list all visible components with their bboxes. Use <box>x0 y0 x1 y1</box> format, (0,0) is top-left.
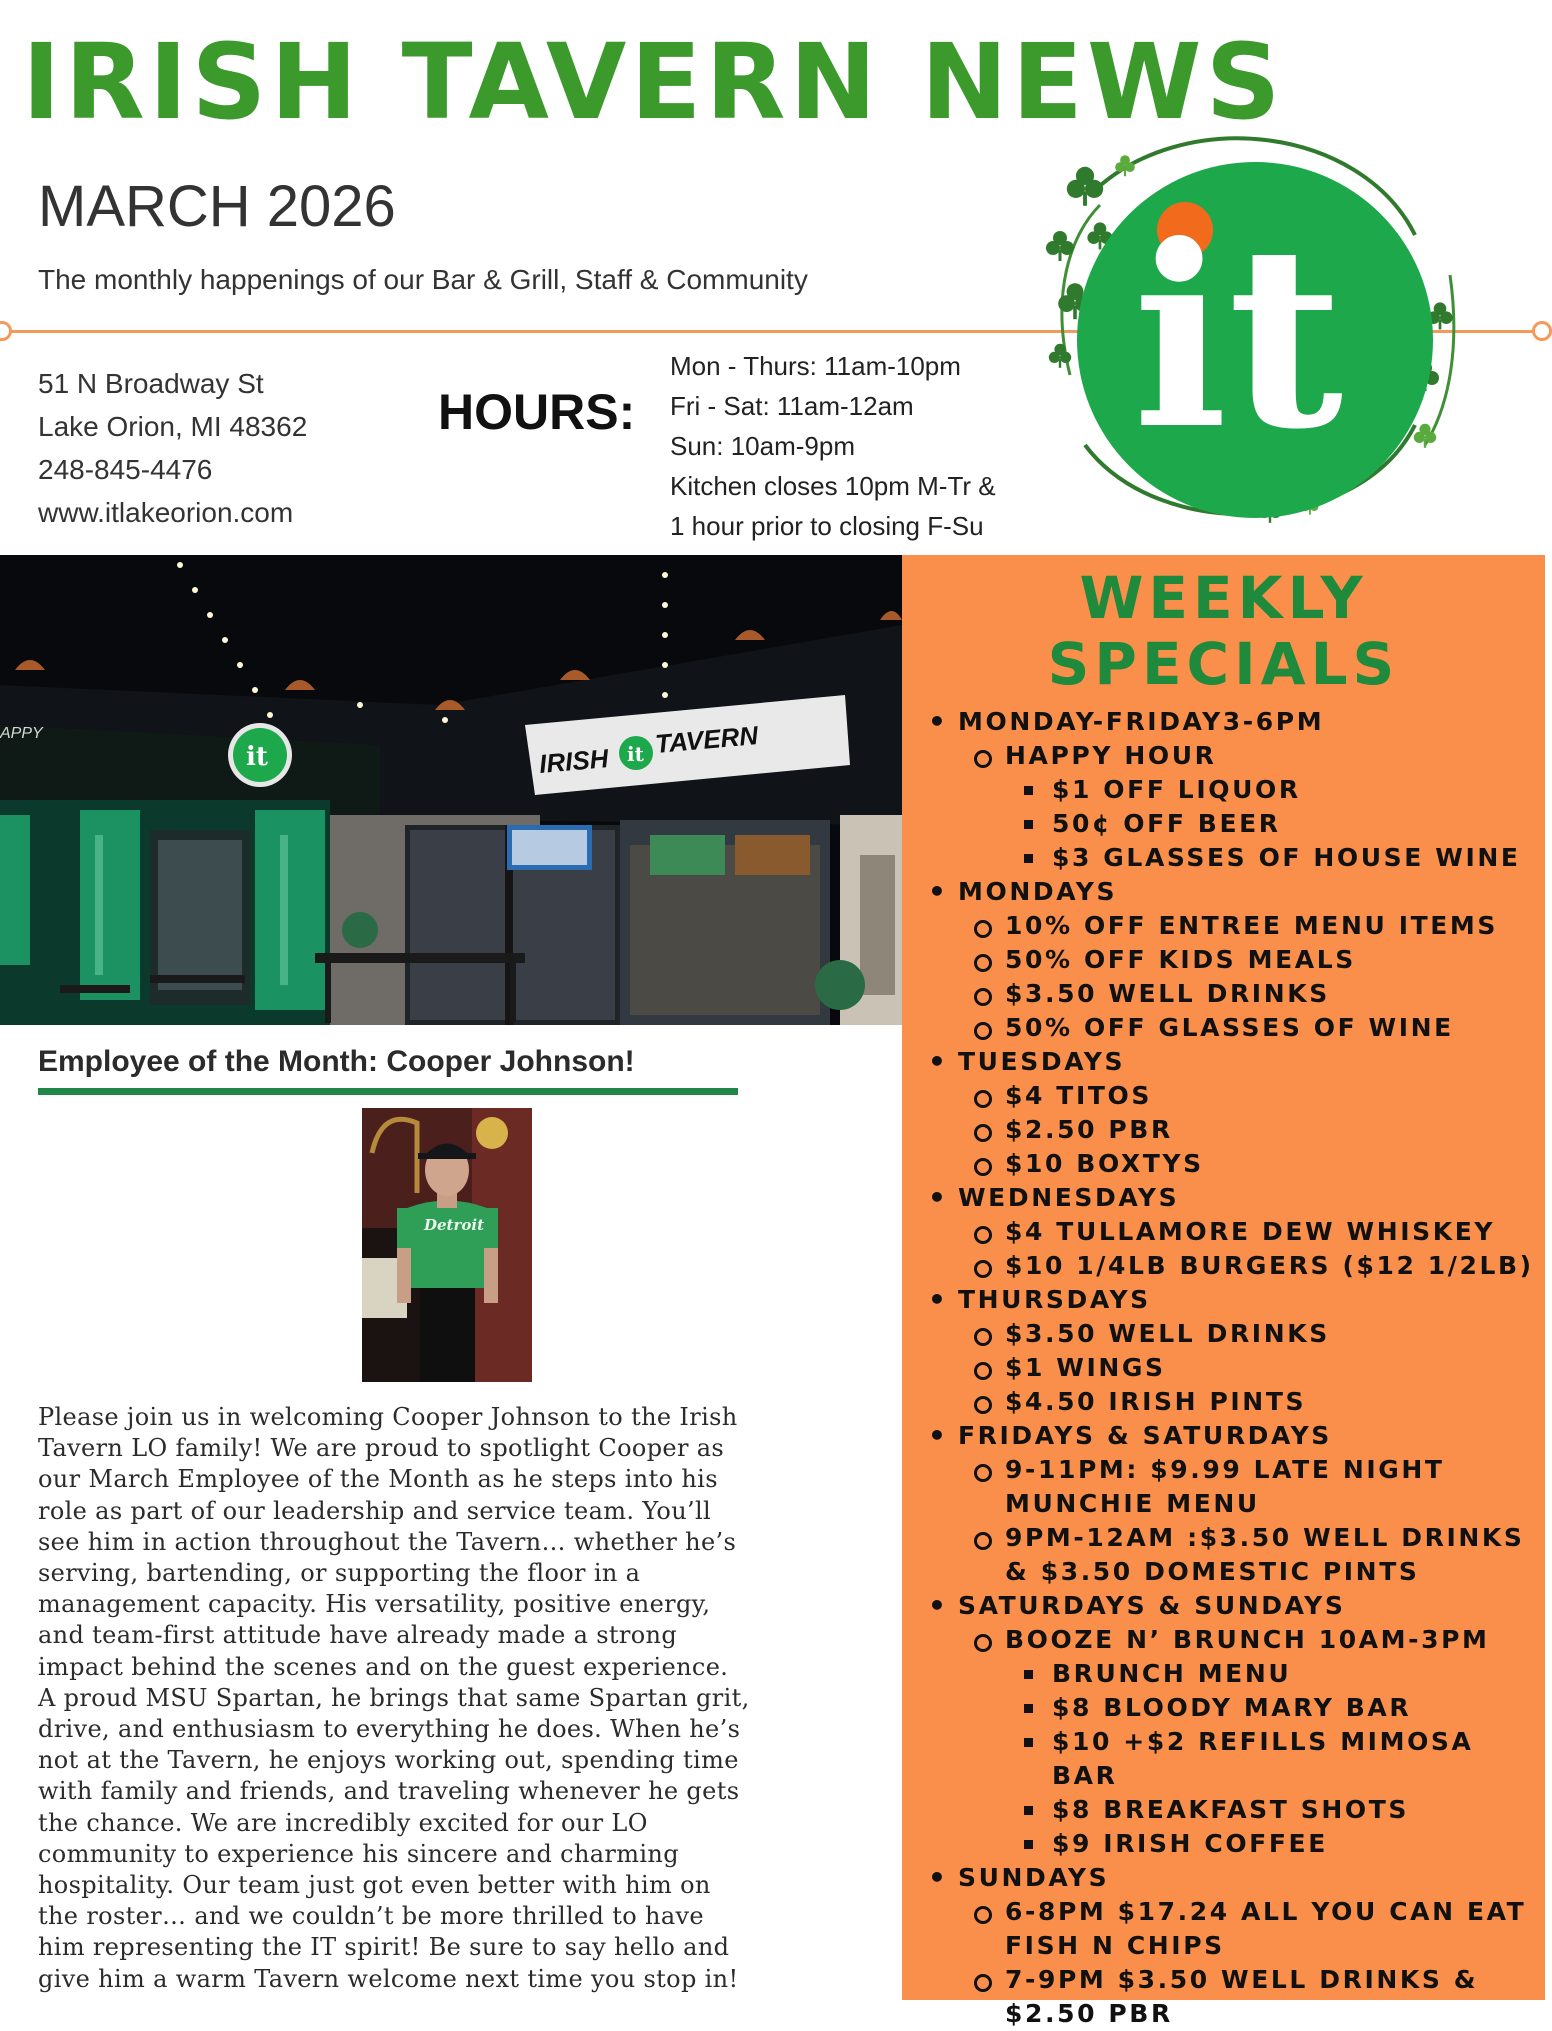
special-item: 50¢ OFF BEER <box>922 807 1542 841</box>
employee-story: Please join us in welcoming Cooper Johnson to the Irish Tavern LO family! We are proud to spotlight Cooper as our March Employee of the Month as he steps into his role as part of our leadership and service team. You’ll see him in action throughout the Tavern… whether he’s serving, bartending, or supporting the floor in a management capacity. His versatility, positive energy, and team-first attitude have already made a strong impact behind the scenes and on the guest experience. A proud MSU Spartan, he brings that same Spartan grit, drive, and enthusiasm to everything he does. When he’s not at the Tavern, he enjoys working out, spending time with family and friends, and traveling whenever he gets the chance. We are incredibly excited for our LO community to experience his sincere and charming hospitality. Our team just got even better with him on the roster… and we couldn’t be more thrilled to have him representing the IT spirit! Be sure to say hello and give him a warm Tavern welcome next time you stop in! <box>38 1403 750 1993</box>
special-item: $1 OFF LIQUOR <box>922 773 1542 807</box>
special-day-heading: • THURSDAYS <box>922 1283 1542 1317</box>
divider-end-circle <box>1532 321 1552 341</box>
special-item: $3 GLASSES OF HOUSE WINE <box>922 841 1542 875</box>
special-item: 7-9PM $3.50 WELL DRINKS & $2.50 PBR <box>922 1963 1542 2031</box>
special-item: $10 BOXTYS <box>922 1147 1542 1181</box>
window-text: APPY <box>0 725 43 742</box>
special-item: $9 IRISH COFFEE <box>922 1827 1542 1861</box>
special-item: 9-11PM: $9.99 LATE NIGHT MUNCHIE MENU <box>922 1453 1542 1521</box>
tavern-exterior-photo <box>0 555 902 1025</box>
special-day-heading: • TUESDAYS <box>922 1045 1542 1079</box>
issue-date: MARCH 2026 <box>38 174 396 239</box>
special-item: BRUNCH MENU <box>922 1657 1542 1691</box>
special-day-heading: • MONDAYS <box>922 875 1542 909</box>
contact-block <box>38 362 307 534</box>
special-item: 6-8PM $17.24 ALL YOU CAN EAT FISH N CHIPS <box>922 1895 1542 1963</box>
specials-title-line: SPECIALS <box>1047 630 1400 698</box>
website-link[interactable]: www.itlakeorion.com <box>38 497 294 528</box>
special-item: BOOZE N’ BRUNCH 10AM-3PM <box>922 1623 1542 1657</box>
specials-title-line: WEEKLY <box>1079 564 1368 632</box>
special-item: $4 TITOS <box>922 1079 1542 1113</box>
logo-text: it <box>1132 190 1344 484</box>
special-day-heading: • WEDNESDAYS <box>922 1181 1542 1215</box>
weekly-specials-panel <box>902 555 1545 2028</box>
special-item: 9PM-12AM :$3.50 WELL DRINKS & $3.50 DOMESTIC PINTS <box>922 1521 1542 1589</box>
specials-list <box>922 705 1542 2031</box>
special-item: $10 1/4LB BURGERS ($12 1/2LB) <box>922 1249 1542 1283</box>
divider-end-circle <box>0 321 12 341</box>
special-item: $4 TULLAMORE DEW WHISKEY <box>922 1215 1542 1249</box>
special-day-heading: • SATURDAYS & SUNDAYS <box>922 1589 1542 1623</box>
hours-line: Mon - Thurs: 11am-10pm <box>670 351 961 381</box>
phone-number: 248-845-4476 <box>38 454 213 485</box>
tavern-logo <box>1030 125 1470 545</box>
hours-label: HOURS: <box>438 384 636 440</box>
tagline: The monthly happenings of our Bar & Grill, Staff & Community <box>38 264 808 295</box>
special-day-heading: • FRIDAYS & SATURDAYS <box>922 1419 1542 1453</box>
special-item: 50% OFF KIDS MEALS <box>922 943 1542 977</box>
sign-text-left: IRISH <box>537 743 610 779</box>
special-item: $2.50 PBR <box>922 1113 1542 1147</box>
city-address: Lake Orion, MI 48362 <box>38 411 308 442</box>
special-item: $3.50 WELL DRINKS <box>922 977 1542 1011</box>
wall-logo-text: it <box>246 742 268 772</box>
special-item: 50% OFF GLASSES OF WINE <box>922 1011 1542 1045</box>
newsletter-title: IRISH TAVERN NEWS <box>22 21 1285 143</box>
special-day-heading: • MONDAY-FRIDAY3-6PM <box>922 705 1542 739</box>
employee-heading: Employee of the Month: Cooper Johnson! <box>38 1045 635 1078</box>
special-item: $1 WINGS <box>922 1351 1542 1385</box>
street-address: 51 N Broadway St <box>38 368 264 399</box>
special-day-heading: • SUNDAYS <box>922 1861 1542 1895</box>
hours-line: Kitchen closes 10pm M-Tr & <box>670 471 996 501</box>
special-item: $8 BREAKFAST SHOTS <box>922 1793 1542 1827</box>
shirt-text: Detroit <box>424 1216 485 1234</box>
heading-underline <box>38 1088 738 1095</box>
hours-line: Sun: 10am-9pm <box>670 431 855 461</box>
special-item: 10% OFF ENTREE MENU ITEMS <box>922 909 1542 943</box>
employee-photo <box>362 1108 532 1382</box>
specials-title <box>902 565 1545 697</box>
sign-text-right: TAVERN <box>653 720 760 759</box>
hours-line: Fri - Sat: 11am-12am <box>670 391 914 421</box>
special-item: HAPPY HOUR <box>922 739 1542 773</box>
sign-logo-text: it <box>627 742 644 766</box>
hours-line: 1 hour prior to closing F-Su <box>670 511 984 541</box>
special-item: $8 BLOODY MARY BAR <box>922 1691 1542 1725</box>
hours-list <box>670 346 996 546</box>
special-item: $10 +$2 REFILLS MIMOSA BAR <box>922 1725 1542 1793</box>
special-item: $4.50 IRISH PINTS <box>922 1385 1542 1419</box>
special-item: $3.50 WELL DRINKS <box>922 1317 1542 1351</box>
